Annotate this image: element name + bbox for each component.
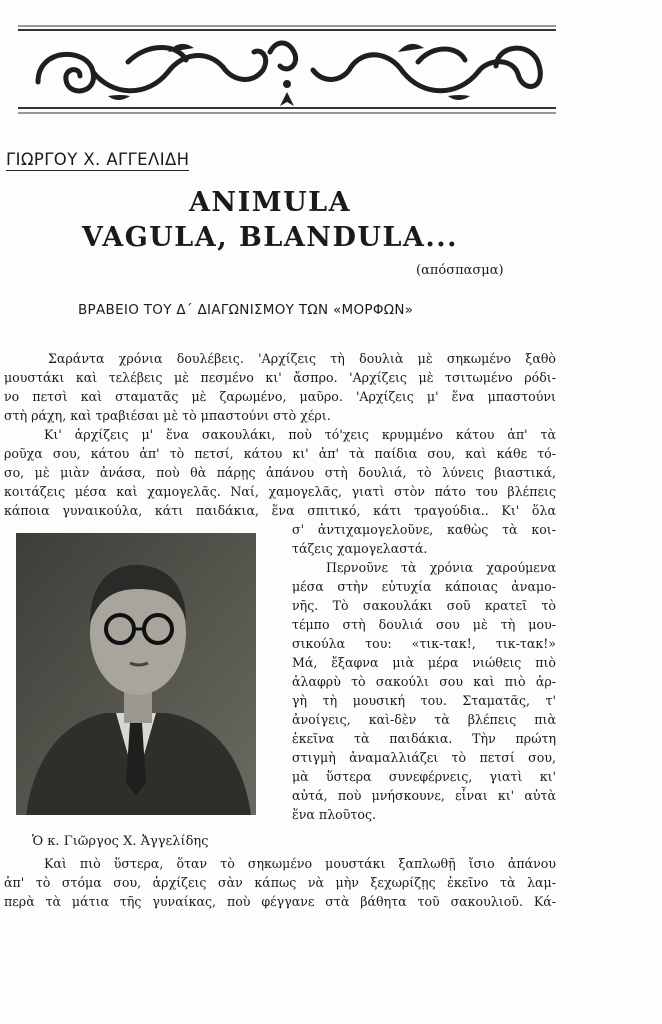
excerpt-note: (απόσπασμα)	[416, 263, 504, 278]
photo-caption: Ὁ κ. Γιῶργος Χ. Ἀγγελίδης	[32, 834, 209, 849]
body-line: τάζεις χαμογελαστά.	[292, 541, 428, 556]
body-line: σο, μὲ μιὰν ἀνάσα, ποὺ θὰ πάρῃς ἀπάνου στὴ δουλιά, τὸ λύνεις βιαστικά,	[4, 465, 556, 480]
body-line: νῆς. Τὸ σακουλάκι σοῦ κρατεῖ τὸ	[292, 598, 556, 613]
body-line: στιγμὴ ἀναμαλλιάζει τὸ πετσί σου,	[292, 750, 556, 765]
body-line: μέσα στὴν εὐτυχία κάποιας ἀναμο-	[292, 579, 556, 594]
body-line: Κι' ἀρχίζεις μ' ἕνα σακουλάκι, ποὺ τό'χεις κρυμμένο κάτου ἀπ' τὰ	[44, 427, 556, 442]
author-name: ΓΙΩΡΓΟΥ Χ. ΑΓΓΕΛΙΔΗ	[6, 150, 190, 169]
body-line: αὐτά, ποὺ μνήσκουνε, εἶναι κι' αὐτὰ	[292, 788, 556, 803]
body-line: νο πετσὶ καὶ σταματᾶς μὲ ζαρωμένο, μαῦρο. 'Αρχίζεις μ' ἕνα μπαστούνι	[4, 389, 556, 404]
body-line: ἐκεῖνα τὰ παιδάκια. Τὴν πρώτη	[292, 731, 556, 746]
body-line: τέμπο στὴ δουλιά σου μὲ τὴ μου-	[292, 617, 556, 632]
body-line: ἀνοίγεις, καὶ-δὲν τὰ βλέπεις πιὰ	[292, 712, 556, 727]
body-line: ἀλαφρὺ τὸ σακούλι σου καὶ πιὸ ἀρ-	[292, 674, 556, 689]
body-line: ἕνα πλοῦτος.	[292, 807, 377, 822]
prize-heading: ΒΡΑΒΕΙΟ ΤΟΥ Δ΄ ΔΙΑΓΩΝΙΣΜΟΥ ΤΩΝ «ΜΟΡΦΩΝ»	[78, 302, 414, 318]
body-line: μουστάκι καὶ τελέβεις μὲ πεσμένο κι' ἄσπρο. 'Αρχίζεις μὲ τσιτωμένο ρόδι-	[4, 370, 556, 385]
body-line: κάποια γυναικούλα, κάτι παιδάκια, ἕνα σπιτικό, κάτι τραγούδια.. Κι' ὅλα	[4, 503, 556, 518]
body-line: κοιτάζεις μέσα καὶ χαμογελᾶς. Ναί, χαμογελᾶς, γιατὶ στὸν πάτο του βλέπεις	[4, 484, 556, 499]
title-line-2: VAGULA, BLANDULA...	[81, 222, 459, 253]
title-line-1: ANIMULA	[188, 187, 352, 218]
body-line: ἀπ' τὸ στόμα σου, ἀρχίζεις σὰν κάπως νὰ μὴν ξεχωρίζῃς ἐκεῖνο τὰ λαμ-	[4, 875, 556, 890]
author-portrait-photo	[16, 533, 256, 815]
body-line: σικούλα του: «τικ-τακ!, τικ-τακ!»	[292, 636, 556, 651]
body-line: στὴ ράχη, καὶ τραβιέσαι μὲ τὸ μπαστούνι στὸ χέρι.	[4, 408, 331, 423]
body-line: Σαράντα χρόνια δουλέβεις. 'Αρχίζεις τὴ δουλιὰ μὲ σηκωμένο ξαθὸ	[48, 351, 556, 366]
body-line: σ' ἀντιχαμογελοῦνε, καθὼς τὰ κοι-	[292, 522, 556, 537]
body-line: μὰ ὕστερα συνεφέρνεις, γιατὶ κι'	[292, 769, 556, 784]
body-line: Καὶ πιὸ ὕστερα, ὅταν τὸ σηκωμένο μουστάκι ξαπλωθῇ ἴσιο ἀπάνου	[44, 856, 556, 871]
body-line: ροῦχα σου, κάτου ἀπ' τὸ πετσί, κάτου κι' ἀπ' τὰ παίδια σου, καὶ κάθε τό-	[4, 446, 556, 461]
body-line: περὰ τὰ μάτια τῆς γυναίκας, ποὺ φέγγανε στὰ βάθητα τοῦ σακουλιοῦ. Κά-	[4, 894, 556, 909]
decorative-header-ornament	[18, 22, 556, 118]
body-line: γὴ τὴ μουσική του. Σταματᾶς, τ'	[292, 693, 556, 708]
body-line: Μά, ἔξαφνα μιὰ μέρα νιώθεις πιὸ	[292, 655, 556, 670]
body-line: Περνοῦνε τὰ χρόνια χαρούμενα	[326, 560, 556, 575]
